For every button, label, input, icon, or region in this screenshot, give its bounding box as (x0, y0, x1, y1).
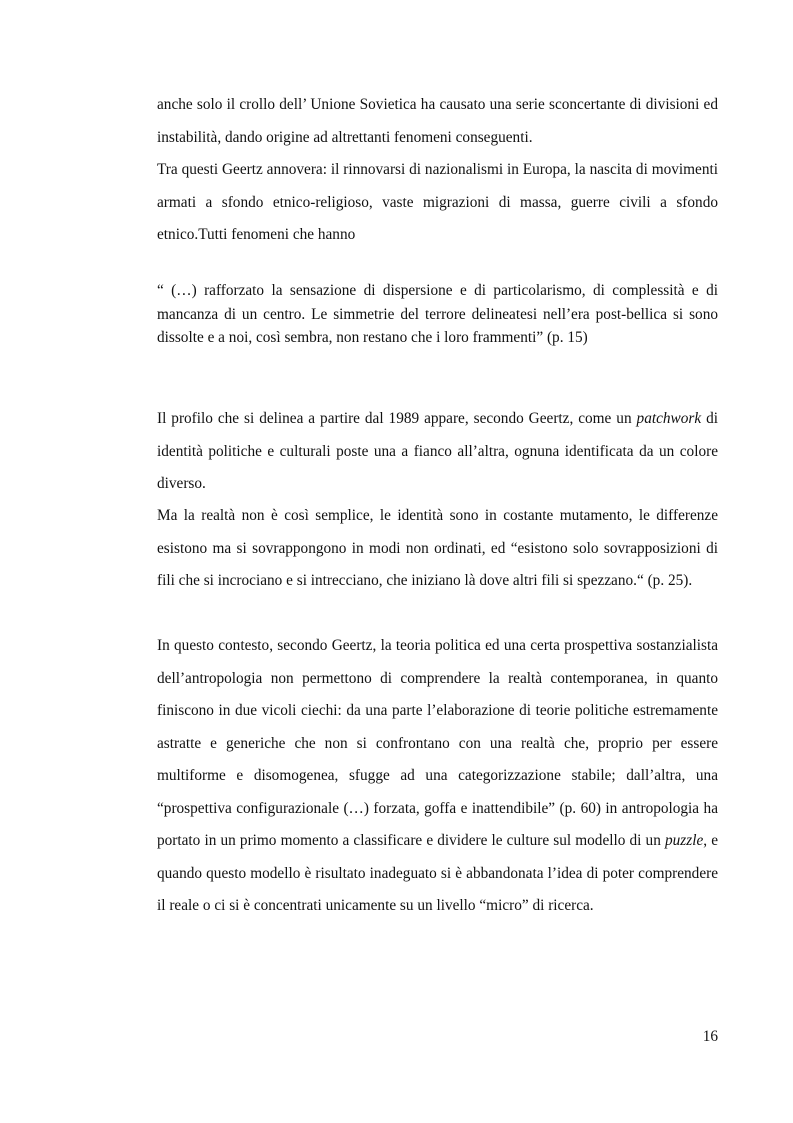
paragraph-2: Tra questi Geertz annovera: il rinnovarsi di nazionalismi in Europa, la nascita di movimenti armati a sfondo etnico-religioso, vaste migrazioni di massa, guerre civili a sfondo etnico.Tutti fenomeni che hanno (157, 161, 718, 243)
paragraph-5-text-a: In questo contesto, secondo Geertz, la teoria politica ed una certa prospettiva sostanzialista dell’antropologia non permettono di comprendere la realtà contemporanea, in quanto finiscono in due vicoli ciechi: da una parte l’elaborazione di teorie politiche estremamente astratte e generiche che non si confrontano con una realtà che, proprio per essere multiforme e disomogenea, sfugge ad una categorizzazione stabile; dall’altra, una “prospettiva configurazionale (…) forzata, goffa e inattendibile” (p. 60) in antropologia ha portato in un primo momento a classificare e dividere le culture sul modello di un (157, 637, 718, 849)
paragraph-3-italic: patchwork (636, 410, 702, 427)
paragraph-5-italic: puzzle (665, 832, 704, 849)
paragraph-3-text-b: di identità politiche e culturali poste una a fianco all’altra, ognuna identificata da un colore diverso. (157, 410, 718, 492)
paragraph-5 (157, 630, 718, 923)
paragraph-4: Ma la realtà non è così semplice, le identità sono in costante mutamento, le differenze esistono ma si sovrappongono in modi non ordinati, ed “esistono solo sovrapposizioni di fili che si incrociano e si intrecciano, che iniziano là dove altri fili si spezzano.“ (p. 25). (157, 507, 718, 589)
paragraph-1: anche solo il crollo dell’ Unione Sovietica ha causato una serie sconcertante di divisioni ed instabilità, dando origine ad altrettanti fenomeni conseguenti. (157, 96, 718, 146)
paragraph-5-text-b: , e quando questo modello è risultato inadeguato si è abbandonata l’idea di poter comprendere il reale o ci si è concentrati unicamente su un livello “micro” di ricerca. (157, 832, 718, 914)
paragraph-3-text-a: Il profilo che si delinea a partire dal 1989 appare, secondo Geertz, come un (157, 410, 637, 427)
page-number: 16 (702, 1028, 718, 1045)
paragraph-3 (157, 403, 718, 501)
block-quote: “ (…) rafforzato la sensazione di dispersione e di particolarismo, di complessità e di mancanza di un centro. Le simmetrie del terrore delineatesi nell’era post-bellica si sono dissolte e a noi, così sembra, non restano che i loro frammenti” (p. 15) (157, 282, 718, 346)
